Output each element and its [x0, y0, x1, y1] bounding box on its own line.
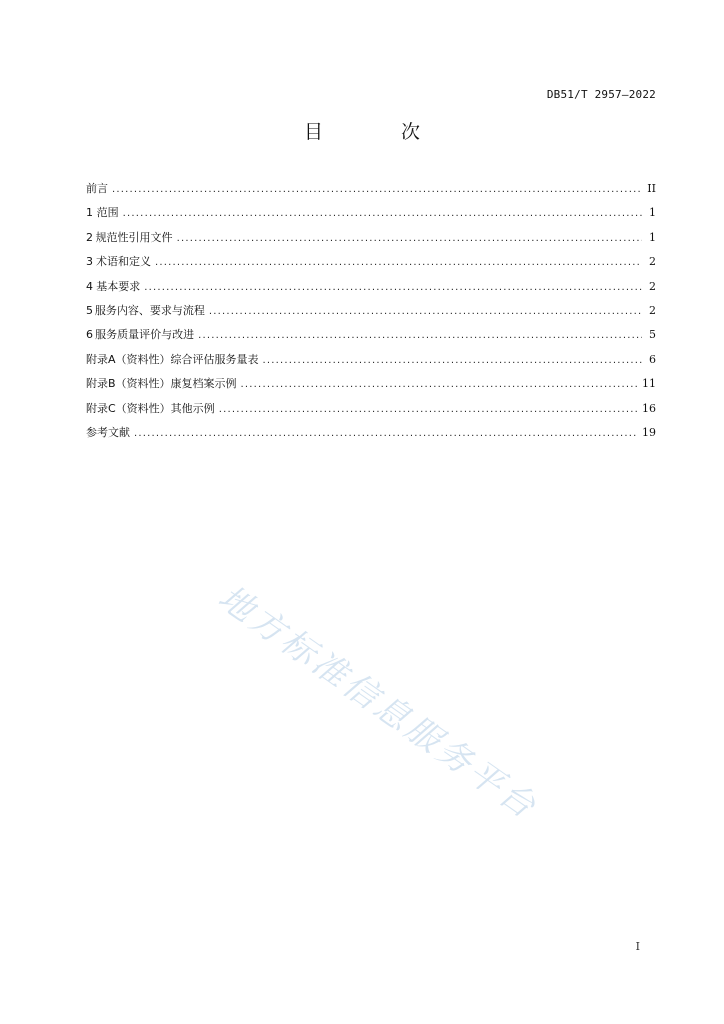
toc-entry-label: 范围 — [96, 206, 119, 220]
toc-entry-foreword[interactable] — [86, 180, 656, 204]
toc-leader-dots — [134, 428, 638, 439]
toc-entry-quality-evaluation[interactable] — [86, 326, 656, 350]
toc-entry-terms[interactable] — [86, 253, 656, 277]
toc-leader-dots — [209, 306, 642, 317]
toc-entry-page: 1 — [649, 206, 656, 220]
toc-entry-page: 2 — [649, 279, 656, 293]
toc-entry-label: 基本要求 — [96, 279, 141, 293]
toc-entry-page: 11 — [642, 377, 656, 391]
toc-leader-dots — [112, 184, 642, 195]
toc-entry-page: 6 — [649, 352, 656, 366]
toc-entry-label: 参考文献 — [86, 425, 130, 439]
page-number: I — [635, 940, 640, 953]
toc-entry-number: 2 — [86, 230, 93, 244]
toc-entry-label: 附录C（资料性）其他示例 — [86, 401, 215, 415]
toc-entry-appendix-a[interactable] — [86, 351, 656, 375]
toc-entry-label: 前言 — [86, 182, 108, 195]
toc-entry-label: 术语和定义 — [96, 255, 152, 269]
toc-entry-service-content[interactable] — [86, 302, 656, 326]
toc-entry-page: 19 — [642, 425, 656, 439]
toc-entry-basic-requirements[interactable] — [86, 278, 656, 302]
toc-leader-dots — [219, 404, 638, 415]
toc-entry-page: 1 — [649, 230, 656, 244]
toc-entry-number: 6 — [86, 328, 93, 342]
toc-entry-appendix-c[interactable] — [86, 400, 656, 424]
toc-entry-scope[interactable] — [86, 204, 656, 228]
watermark: 地方标准信息服务平台 — [210, 577, 546, 829]
toc-entry-label: 服务内容、要求与流程 — [94, 303, 205, 317]
toc-entry-bibliography[interactable] — [86, 424, 656, 448]
toc-leader-dots — [241, 379, 638, 390]
page-title: 目 次 — [303, 121, 457, 143]
toc-entry-number: 5 — [86, 303, 93, 317]
toc-entry-label: 规范性引用文件 — [95, 230, 173, 244]
table-of-contents — [86, 180, 656, 448]
toc-entry-label: 附录A（资料性）综合评估服务量表 — [86, 352, 259, 366]
toc-leader-dots — [123, 208, 642, 219]
toc-entry-page: 16 — [642, 401, 656, 415]
toc-entry-page: 2 — [649, 255, 656, 269]
toc-entry-number: 4 — [86, 279, 93, 293]
toc-entry-page: 5 — [649, 328, 656, 342]
toc-entry-label: 服务质量评价与改进 — [95, 328, 195, 342]
toc-leader-dots — [177, 233, 642, 244]
document-code: DB51/T 2957—2022 — [546, 88, 656, 101]
toc-leader-dots — [155, 257, 642, 268]
toc-entry-appendix-b[interactable] — [86, 375, 656, 399]
toc-entry-label: 附录B（资料性）康复档案示例 — [86, 377, 237, 391]
toc-entry-page: 2 — [649, 303, 656, 317]
toc-entry-page: II — [647, 182, 656, 195]
toc-leader-dots — [198, 330, 642, 341]
toc-entry-normative-references[interactable] — [86, 229, 656, 253]
toc-leader-dots — [263, 355, 642, 366]
toc-entry-number: 3 — [86, 255, 93, 269]
toc-entry-number: 1 — [86, 206, 93, 220]
toc-leader-dots — [144, 282, 642, 293]
